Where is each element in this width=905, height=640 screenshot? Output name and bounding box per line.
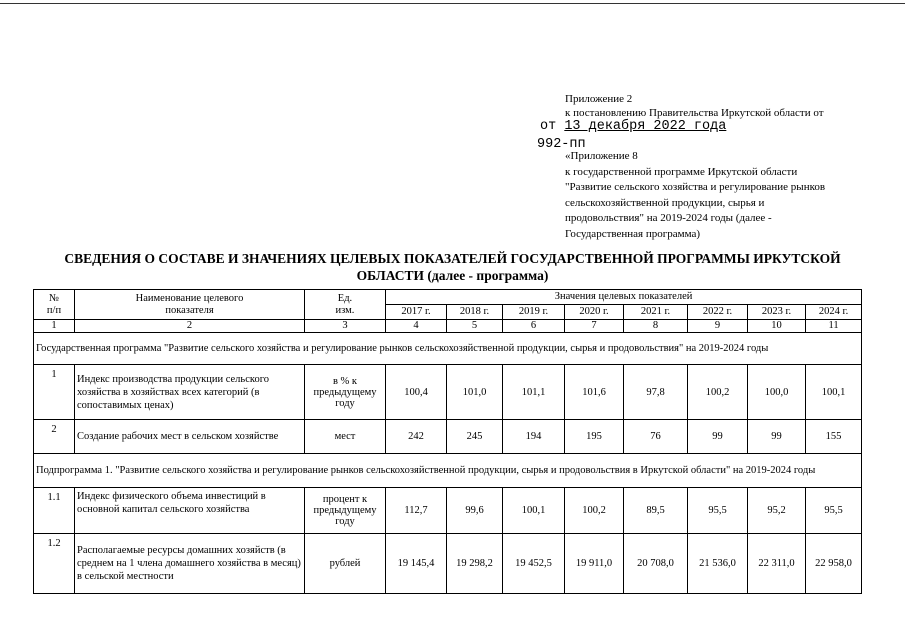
header-unit-line2: изм.	[335, 304, 355, 316]
column-number: 4	[386, 320, 447, 333]
value-cell: 112,7	[386, 488, 447, 534]
title-line-1: СВЕДЕНИЯ О СОСТАВЕ И ЗНАЧЕНИЯХ ЦЕЛЕВЫХ ПОКАЗАТЕЛЕЙ ГОСУДАРСТВЕННОЙ ПРОГРАММЫ ИРКУТСКОЙ	[64, 251, 841, 266]
header-name-cell	[75, 290, 305, 320]
value-cell: 101,1	[503, 365, 565, 420]
annex2-line: Государственная программа)	[565, 227, 701, 240]
column-number: 6	[503, 320, 565, 333]
row-number: 1.1	[34, 488, 75, 534]
header-year: 2017 г.	[386, 305, 447, 320]
title-line-2: ОБЛАСТИ (далее - программа)	[356, 268, 549, 283]
value-cell: 100,4	[386, 365, 447, 420]
indicator-unit: процент к предыдущему году	[305, 488, 386, 534]
value-cell: 101,6	[565, 365, 624, 420]
value-cell: 76	[624, 420, 688, 454]
annex2-line: к государственной программе Иркутской области	[565, 165, 798, 178]
header-name-line1: Наименование целевого	[135, 292, 244, 304]
value-cell: 99	[688, 420, 748, 454]
header-year: 2022 г.	[688, 305, 748, 320]
row-number: 1.2	[34, 534, 75, 594]
resolution-number: 992-пп	[537, 137, 586, 152]
header-year: 2024 г.	[806, 305, 862, 320]
header-year: 2023 г.	[748, 305, 806, 320]
annex2-line: продовольствия" на 2019-2024 годы (далее -	[565, 212, 772, 224]
indicator-unit: рублей	[305, 534, 386, 594]
header-year: 2021 г.	[624, 305, 688, 320]
value-cell: 194	[503, 420, 565, 454]
column-number: 7	[565, 320, 624, 333]
table-row	[34, 365, 862, 420]
column-number: 10	[748, 320, 806, 333]
value-cell: 100,1	[806, 365, 862, 420]
value-cell: 22 958,0	[806, 534, 862, 594]
column-number: 2	[75, 320, 305, 333]
annex2-line: «Приложение 8	[565, 150, 638, 162]
value-cell: 100,2	[688, 365, 748, 420]
date-prefix: от	[540, 119, 557, 134]
header-unit-cell	[305, 290, 386, 320]
column-number: 5	[447, 320, 503, 333]
value-cell: 19 452,5	[503, 534, 565, 594]
column-number: 11	[806, 320, 862, 333]
top-border-line	[0, 3, 905, 4]
date-value: 13 декабря 2022 года	[564, 119, 727, 134]
indicator-name: Индекс производства продукции сельского хозяйства в хозяйствах всех категорий (в сопоставимых ценах)	[75, 365, 305, 420]
header-values-group: Значения целевых показателей	[386, 290, 862, 305]
header-num-line2: п/п	[46, 304, 62, 316]
value-cell: 100,0	[748, 365, 806, 420]
value-cell: 19 298,2	[447, 534, 503, 594]
column-number: 3	[305, 320, 386, 333]
annex-reference: к постановлению Правительства Иркутской области от	[565, 107, 824, 119]
value-cell: 22 311,0	[748, 534, 806, 594]
value-cell: 242	[386, 420, 447, 454]
value-cell: 20 708,0	[624, 534, 688, 594]
value-cell: 99,6	[447, 488, 503, 534]
indicator-unit: в % к предыдущему году	[305, 365, 386, 420]
column-number: 9	[688, 320, 748, 333]
value-cell: 19 145,4	[386, 534, 447, 594]
annex-program-reference	[565, 149, 865, 242]
value-cell: 100,1	[503, 488, 565, 534]
value-cell: 19 911,0	[565, 534, 624, 594]
annex2-line: "Развитие сельского хозяйства и регулирование рынков	[565, 181, 826, 193]
value-cell: 245	[447, 420, 503, 454]
annex-title: Приложение 2	[565, 93, 633, 105]
value-cell: 155	[806, 420, 862, 454]
indicator-unit: мест	[305, 420, 386, 454]
header-row-1	[34, 290, 862, 305]
table-row	[34, 488, 862, 534]
indicator-name: Индекс физического объема инвестиций в основной капитал сельского хозяйства	[75, 488, 305, 534]
resolution-date	[540, 119, 726, 134]
annex2-line: сельскохозяйственной продукции, сырья и	[565, 196, 765, 209]
section-title: Подпрограмма 1. "Развитие сельского хозяйства и регулирование рынков сельскохозяйственной продукции, сырья и продовольствия в Иркутской области" на 2019-2024 годы	[34, 454, 862, 488]
header-year: 2018 г.	[447, 305, 503, 320]
column-number: 8	[624, 320, 688, 333]
table-row	[34, 420, 862, 454]
header-unit-line1: Ед.	[337, 292, 353, 304]
value-cell: 99	[748, 420, 806, 454]
table-row	[34, 534, 862, 594]
column-number: 1	[34, 320, 75, 333]
section-row-program	[34, 333, 862, 365]
indicator-name: Располагаемые ресурсы домашних хозяйств (в среднем на 1 члена домашнего хозяйства в месяц) в сельской местности	[75, 534, 305, 594]
value-cell: 95,5	[806, 488, 862, 534]
header-year: 2020 г.	[565, 305, 624, 320]
value-cell: 101,0	[447, 365, 503, 420]
value-cell: 97,8	[624, 365, 688, 420]
row-number: 2	[34, 420, 75, 454]
section-row-subprogram	[34, 454, 862, 488]
annex-header	[565, 92, 824, 120]
value-cell: 95,2	[748, 488, 806, 534]
value-cell: 21 536,0	[688, 534, 748, 594]
value-cell: 89,5	[624, 488, 688, 534]
header-num-cell	[34, 290, 75, 320]
header-num-line1: №	[48, 292, 60, 304]
section-title: Государственная программа "Развитие сельского хозяйства и регулирование рынков сельскохозяйственной продукции, сырья и продовольствия" на 2019-2024 годы	[34, 333, 862, 365]
header-year: 2019 г.	[503, 305, 565, 320]
header-name-line2: показателя	[165, 304, 214, 316]
value-cell: 100,2	[565, 488, 624, 534]
indicator-name: Создание рабочих мест в сельском хозяйстве	[75, 420, 305, 454]
column-number-row	[34, 320, 862, 333]
document-title	[30, 250, 875, 284]
indicators-table	[33, 289, 862, 594]
value-cell: 195	[565, 420, 624, 454]
row-number: 1	[34, 365, 75, 420]
value-cell: 95,5	[688, 488, 748, 534]
